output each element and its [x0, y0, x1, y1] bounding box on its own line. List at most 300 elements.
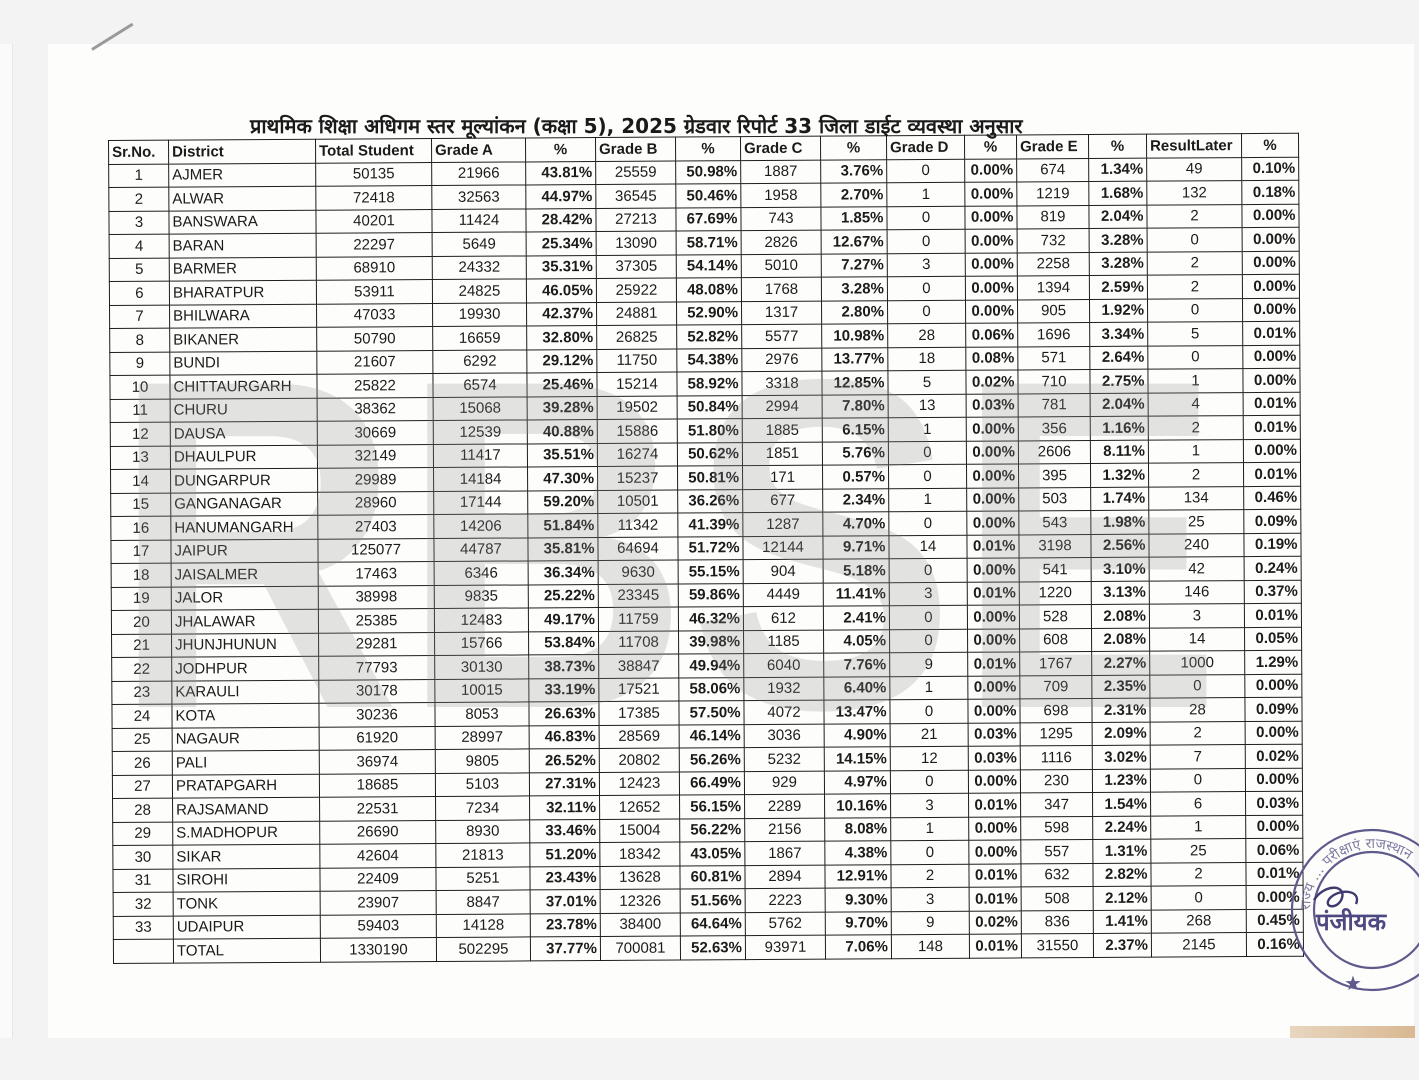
cell-grade-c: 929 — [744, 771, 824, 795]
cell-result-later: 2 — [1147, 251, 1242, 275]
cell-result-later-percent: 0.00% — [1245, 674, 1302, 698]
cell-total-student: 22409 — [320, 867, 436, 891]
cell-grade-a: 17144 — [434, 490, 528, 514]
cell-grade-d-percent: 0.00% — [968, 628, 1020, 652]
cell-district: KOTA — [172, 703, 319, 727]
cell-total-student: 50135 — [316, 162, 432, 186]
cell-grade-a-percent: 25.34% — [526, 232, 596, 256]
cell-result-later: 25 — [1151, 839, 1246, 863]
cell-grade-b-percent: 48.08% — [676, 278, 741, 302]
cell-grade-e: 1295 — [1020, 722, 1092, 746]
cell-grade-b-percent: 51.80% — [677, 419, 742, 443]
cell-grade-b-percent: 51.72% — [678, 536, 743, 560]
cell-result-later: 240 — [1149, 533, 1244, 557]
cell-total-student: 1330190 — [320, 938, 436, 962]
cell-district: CHITTAURGARH — [170, 374, 317, 398]
cell-grade-d-percent: 0.00% — [966, 440, 1018, 464]
cell-grade-d-percent: 0.06% — [966, 323, 1018, 347]
cell-grade-d-percent: 0.00% — [969, 840, 1021, 864]
cell-grade-d-percent: 0.03% — [968, 722, 1020, 746]
cell-total-student: 30178 — [319, 679, 435, 703]
cell-grade-d-percent: 0.01% — [969, 887, 1021, 911]
cell-grade-e: 732 — [1017, 229, 1089, 253]
cell-grade-b: 9630 — [598, 560, 678, 584]
cell-grade-d-percent: 0.01% — [967, 581, 1019, 605]
cell-grade-d: 148 — [891, 934, 969, 958]
cell-grade-c-percent: 14.15% — [824, 747, 890, 771]
cell-grade-e: 1767 — [1020, 652, 1092, 676]
cell-grade-a-percent: 36.34% — [528, 561, 598, 585]
cell-grade-b: 17385 — [599, 701, 679, 725]
cell-grade-a-percent: 35.31% — [526, 255, 596, 279]
cell-result-later: 5 — [1148, 322, 1243, 346]
cell-result-later: 0 — [1150, 768, 1245, 792]
cell-grade-a: 7234 — [436, 796, 530, 820]
cell-total-student: 53911 — [316, 280, 432, 304]
cell-result-later-percent: 0.00% — [1246, 815, 1303, 839]
cell-district: BHILWARA — [170, 304, 317, 328]
cell-sr-no: 32 — [113, 892, 173, 916]
cell-grade-a-percent: 35.51% — [527, 443, 597, 467]
cell-grade-e-percent: 2.64% — [1090, 346, 1148, 370]
header-district: District — [169, 139, 316, 163]
cell-total-student: 38998 — [318, 585, 434, 609]
cell-grade-b: 20802 — [599, 748, 679, 772]
cell-grade-d-percent: 0.00% — [965, 205, 1017, 229]
cell-grade-d-percent: 0.00% — [965, 158, 1017, 182]
cell-result-later: 7 — [1150, 745, 1245, 769]
cell-grade-b: 13090 — [596, 231, 676, 255]
cell-grade-c-percent: 3.28% — [821, 277, 887, 301]
cell-grade-c-percent: 6.40% — [824, 676, 890, 700]
cell-grade-b: 37305 — [596, 255, 676, 279]
cell-total-student: 42604 — [320, 844, 436, 868]
cell-result-later: 2 — [1147, 275, 1242, 299]
cell-grade-a: 11417 — [433, 443, 527, 467]
cell-grade-c-percent: 5.18% — [823, 559, 889, 583]
cell-total-student: 72418 — [316, 186, 432, 210]
cell-grade-a-percent: 32.11% — [530, 796, 600, 820]
cell-district: DAUSA — [170, 421, 317, 445]
cell-district: TONK — [173, 891, 320, 915]
cell-grade-e: 31550 — [1021, 933, 1093, 957]
cell-grade-d: 3 — [891, 887, 969, 911]
cell-result-later: 49 — [1147, 157, 1242, 181]
cell-grade-e-percent: 2.08% — [1091, 604, 1149, 628]
cell-total-student: 28960 — [318, 491, 434, 515]
cell-grade-b: 19502 — [597, 396, 677, 420]
cell-grade-d: 0 — [888, 464, 966, 488]
cell-total-student: 25385 — [318, 609, 434, 633]
cell-result-later-percent: 0.18% — [1242, 180, 1299, 204]
table-edge-stripe — [1290, 1026, 1415, 1038]
cell-result-later: 2 — [1148, 416, 1243, 440]
cell-result-later: 1 — [1148, 439, 1243, 463]
cell-result-later-percent: 0.00% — [1242, 204, 1299, 228]
cell-result-later: 0 — [1151, 886, 1246, 910]
cell-result-later-percent: 0.01% — [1243, 392, 1300, 416]
cell-grade-a: 10015 — [435, 678, 529, 702]
cell-district: RAJSAMAND — [173, 797, 320, 821]
cell-grade-b-percent: 56.15% — [680, 795, 745, 819]
cell-grade-a: 21813 — [436, 843, 530, 867]
cell-grade-d: 0 — [887, 159, 965, 183]
cell-result-later: 0 — [1148, 345, 1243, 369]
cell-grade-d-percent: 0.00% — [965, 182, 1017, 206]
cell-grade-d-percent: 0.00% — [966, 417, 1018, 441]
cell-total-student: 17463 — [318, 562, 434, 586]
cell-grade-a: 44787 — [434, 537, 528, 561]
cell-grade-c-percent: 12.85% — [822, 371, 888, 395]
cell-result-later-percent: 0.09% — [1244, 509, 1301, 533]
cell-grade-e-percent: 3.28% — [1089, 252, 1147, 276]
cell-grade-e: 836 — [1021, 910, 1093, 934]
cell-grade-a: 28997 — [435, 725, 529, 749]
cell-sr-no: 22 — [112, 657, 172, 681]
cell-grade-c: 1867 — [745, 841, 825, 865]
cell-grade-b: 27213 — [596, 208, 676, 232]
cell-result-later: 25 — [1149, 510, 1244, 534]
cell-grade-d-percent: 0.00% — [967, 487, 1019, 511]
cell-grade-d-percent: 0.00% — [968, 699, 1020, 723]
cell-sr-no: 20 — [111, 610, 171, 634]
cell-sr-no: 4 — [109, 234, 169, 258]
cell-sr-no: 6 — [109, 281, 169, 305]
cell-result-later-percent: 0.03% — [1246, 791, 1303, 815]
cell-grade-c: 5762 — [745, 912, 825, 936]
document-title: प्राथमिक शिक्षा अधिगम स्तर मूल्यांकन (कक्षा 5), 2025 ग्रेडवार रिपोर्ट 33 जिला डाईट व्यवस्था अनुसार — [250, 114, 1023, 138]
cell-grade-b-percent: 50.84% — [677, 395, 742, 419]
cell-district: HANUMANGARH — [171, 515, 318, 539]
cell-grade-c-percent: 7.27% — [821, 253, 887, 277]
cell-grade-c: 2994 — [742, 395, 822, 419]
cell-grade-c-percent: 9.30% — [825, 888, 891, 912]
header-grade-c: Grade C — [740, 136, 820, 160]
cell-grade-d: 1 — [887, 182, 965, 206]
header-grade-c-percent: % — [820, 136, 886, 160]
cell-grade-a-percent: 32.80% — [527, 326, 597, 350]
cell-grade-a: 9805 — [435, 749, 529, 773]
cell-result-later: 146 — [1149, 580, 1244, 604]
cell-grade-c: 2894 — [745, 865, 825, 889]
cell-sr-no: 9 — [110, 352, 170, 376]
cell-grade-e-percent: 1.68% — [1089, 181, 1147, 205]
cell-result-later: 4 — [1148, 392, 1243, 416]
cell-grade-d: 3 — [891, 793, 969, 817]
cell-grade-a-percent: 25.22% — [528, 584, 598, 608]
cell-grade-a: 12539 — [433, 420, 527, 444]
cell-grade-e: 674 — [1017, 158, 1089, 182]
cell-grade-b-percent: 58.92% — [677, 372, 742, 396]
cell-sr-no: 8 — [110, 328, 170, 352]
cell-grade-b-percent: 39.98% — [679, 630, 744, 654]
cell-grade-b-percent: 64.64% — [680, 912, 745, 936]
header-total-student: Total Student — [315, 139, 431, 163]
cell-grade-a-percent: 43.81% — [526, 161, 596, 185]
cell-grade-c-percent: 12.67% — [821, 230, 887, 254]
cell-grade-d-percent: 0.00% — [969, 816, 1021, 840]
cell-grade-c: 612 — [743, 606, 823, 630]
cell-grade-e: 230 — [1020, 769, 1092, 793]
cell-district: NAGAUR — [172, 727, 319, 751]
cell-grade-a-percent: 35.81% — [528, 537, 598, 561]
cell-grade-c: 4072 — [744, 700, 824, 724]
cell-grade-e: 1219 — [1017, 182, 1089, 206]
cell-result-later-percent: 0.00% — [1242, 227, 1299, 251]
cell-grade-e: 1394 — [1017, 276, 1089, 300]
cell-grade-e-percent: 3.13% — [1091, 581, 1149, 605]
cell-district: JHALAWAR — [171, 609, 318, 633]
cell-result-later-percent: 0.16% — [1246, 932, 1303, 956]
header-grade-a-percent: % — [525, 138, 595, 162]
cell-grade-c: 2223 — [745, 888, 825, 912]
cell-grade-a-percent: 59.20% — [528, 490, 598, 514]
cell-grade-c-percent: 1.85% — [821, 206, 887, 230]
cell-grade-a-percent: 27.31% — [529, 772, 599, 796]
cell-sr-no — [113, 939, 173, 963]
cell-grade-c-percent: 2.41% — [823, 606, 889, 630]
cell-total-student: 29989 — [318, 468, 434, 492]
cell-grade-c-percent: 4.97% — [824, 770, 890, 794]
cell-result-later-percent: 0.09% — [1245, 697, 1302, 721]
header-grade-a: Grade A — [431, 138, 525, 162]
cell-grade-a: 15766 — [435, 631, 529, 655]
cell-result-later: 1 — [1148, 369, 1243, 393]
cell-sr-no: 30 — [113, 845, 173, 869]
cell-grade-d-percent: 0.01% — [967, 534, 1019, 558]
cell-district: JAISALMER — [171, 562, 318, 586]
cell-total-student: 50790 — [317, 327, 433, 351]
cell-grade-b: 12423 — [599, 772, 679, 796]
cell-grade-e: 2258 — [1017, 252, 1089, 276]
cell-grade-e-percent: 1.98% — [1091, 510, 1149, 534]
cell-grade-a-percent: 51.84% — [528, 514, 598, 538]
cell-grade-a-percent: 44.97% — [526, 185, 596, 209]
cell-total-student: 32149 — [317, 444, 433, 468]
cell-grade-c-percent: 13.47% — [824, 700, 890, 724]
cell-grade-d: 1 — [889, 488, 967, 512]
cell-grade-b-percent: 41.39% — [678, 513, 743, 537]
cell-result-later: 268 — [1151, 909, 1246, 933]
cell-grade-e-percent: 2.56% — [1091, 534, 1149, 558]
cell-total-student: 47033 — [317, 303, 433, 327]
cell-grade-a: 8053 — [435, 702, 529, 726]
cell-grade-a: 6346 — [434, 561, 528, 585]
cell-sr-no: 5 — [109, 258, 169, 282]
cell-district: CHURU — [170, 398, 317, 422]
cell-sr-no: 31 — [113, 869, 173, 893]
grade-report-table — [108, 133, 1304, 964]
cell-sr-no: 1 — [109, 164, 169, 188]
cell-grade-b-percent: 36.26% — [678, 489, 743, 513]
cell-grade-e: 3198 — [1019, 534, 1091, 558]
cell-grade-e-percent: 2.75% — [1090, 369, 1148, 393]
cell-grade-c: 2156 — [745, 818, 825, 842]
cell-grade-c: 5232 — [744, 747, 824, 771]
cell-grade-b: 11750 — [597, 349, 677, 373]
cell-sr-no: 16 — [111, 516, 171, 540]
cell-result-later: 2 — [1151, 862, 1246, 886]
cell-grade-c-percent: 7.80% — [822, 394, 888, 418]
cell-district: DHAULPUR — [170, 445, 317, 469]
cell-grade-d-percent: 0.00% — [965, 276, 1017, 300]
cell-grade-b-percent: 54.38% — [677, 348, 742, 372]
cell-grade-b-percent: 50.62% — [677, 442, 742, 466]
cell-grade-b-percent: 49.94% — [679, 654, 744, 678]
cell-grade-a: 9835 — [434, 584, 528, 608]
cell-result-later-percent: 0.00% — [1243, 368, 1300, 392]
cell-grade-a-percent: 28.42% — [526, 208, 596, 232]
cell-grade-b-percent: 50.81% — [678, 466, 743, 490]
cell-total-student: 59403 — [320, 914, 436, 938]
cell-grade-e: 541 — [1019, 558, 1091, 582]
cell-grade-d: 0 — [887, 300, 965, 324]
header-grade-e-percent: % — [1088, 134, 1146, 158]
cell-grade-e: 598 — [1021, 816, 1093, 840]
cell-grade-a: 32563 — [432, 185, 526, 209]
cell-grade-e: 710 — [1018, 370, 1090, 394]
seal-center-text: पंजीयक — [1316, 908, 1387, 936]
cell-grade-d: 1 — [888, 417, 966, 441]
cell-grade-d: 0 — [888, 441, 966, 465]
cell-grade-a: 8847 — [436, 890, 530, 914]
cell-grade-a-percent: 38.73% — [529, 655, 599, 679]
cell-grade-e: 347 — [1021, 792, 1093, 816]
cell-grade-b: 15237 — [598, 466, 678, 490]
cell-grade-b-percent: 50.46% — [676, 184, 741, 208]
cell-grade-a: 24332 — [432, 255, 526, 279]
cell-grade-c: 2289 — [745, 794, 825, 818]
cell-grade-d: 1 — [890, 676, 968, 700]
cell-grade-c: 12144 — [743, 536, 823, 560]
cell-grade-c: 1851 — [742, 442, 822, 466]
cell-grade-a: 14206 — [434, 514, 528, 538]
cell-grade-c: 1287 — [743, 512, 823, 536]
cell-grade-c: 5010 — [741, 254, 821, 278]
cell-result-later-percent: 0.01% — [1243, 321, 1300, 345]
cell-grade-a-percent: 40.88% — [527, 420, 597, 444]
cell-sr-no: 33 — [113, 916, 173, 940]
cell-sr-no: 29 — [113, 822, 173, 846]
cell-district: PRATAPGARH — [172, 774, 319, 798]
cell-grade-c: 1768 — [741, 277, 821, 301]
cell-grade-b-percent: 54.14% — [676, 254, 741, 278]
cell-total-student: 22297 — [316, 233, 432, 257]
cell-grade-e-percent: 1.92% — [1089, 299, 1147, 323]
cell-result-later-percent: 0.02% — [1245, 744, 1302, 768]
cell-grade-a-percent: 25.46% — [527, 373, 597, 397]
cell-grade-d-percent: 0.01% — [969, 863, 1021, 887]
cell-result-later: 2 — [1148, 463, 1243, 487]
cell-grade-c: 3036 — [744, 724, 824, 748]
cell-grade-b-percent: 46.14% — [679, 724, 744, 748]
cell-grade-d-percent: 0.00% — [967, 605, 1019, 629]
cell-grade-d: 0 — [889, 511, 967, 535]
cell-grade-e-percent: 3.10% — [1091, 557, 1149, 581]
cell-grade-b-percent: 66.49% — [679, 771, 744, 795]
cell-sr-no: 17 — [111, 540, 171, 564]
cell-grade-a-percent: 33.19% — [529, 678, 599, 702]
cell-total-student: 22531 — [320, 797, 436, 821]
cell-grade-c-percent: 9.70% — [825, 911, 891, 935]
cell-grade-c-percent: 9.71% — [823, 535, 889, 559]
cell-sr-no: 11 — [110, 399, 170, 423]
cell-grade-d-percent: 0.00% — [965, 252, 1017, 276]
cell-total-student: 23907 — [320, 891, 436, 915]
cell-grade-a-percent: 51.20% — [530, 843, 600, 867]
cell-sr-no: 24 — [112, 704, 172, 728]
cell-grade-b-percent: 52.63% — [680, 936, 745, 960]
cell-grade-e-percent: 2.82% — [1093, 863, 1151, 887]
cell-sr-no: 15 — [111, 493, 171, 517]
cell-grade-b-percent: 56.22% — [680, 818, 745, 842]
cell-total-student: 30669 — [317, 421, 433, 445]
cell-grade-d: 13 — [888, 394, 966, 418]
cell-total-student: 26690 — [320, 820, 436, 844]
cell-grade-c: 743 — [741, 207, 821, 231]
cell-district: JAIPUR — [171, 539, 318, 563]
cell-grade-b: 36545 — [596, 184, 676, 208]
cell-total-student: 125077 — [318, 538, 434, 562]
cell-grade-e-percent: 1.23% — [1092, 769, 1150, 793]
cell-grade-b: 17521 — [599, 678, 679, 702]
cell-grade-d-percent: 0.01% — [968, 652, 1020, 676]
cell-grade-c-percent: 2.80% — [821, 300, 887, 324]
cell-sr-no: 18 — [111, 563, 171, 587]
cell-grade-b: 15886 — [597, 419, 677, 443]
cell-grade-e: 356 — [1018, 417, 1090, 441]
header-result-later-percent: % — [1241, 133, 1298, 157]
cell-grade-d-percent: 0.02% — [969, 910, 1021, 934]
cell-grade-a-percent: 37.01% — [530, 890, 600, 914]
cell-grade-e: 1696 — [1018, 323, 1090, 347]
cell-grade-e-percent: 1.32% — [1090, 463, 1148, 487]
cell-result-later-percent: 0.24% — [1244, 556, 1301, 580]
header-result-later: ResultLater — [1146, 134, 1241, 158]
cell-sr-no: 10 — [110, 375, 170, 399]
cell-district: JODHPUR — [172, 656, 319, 680]
cell-grade-e: 503 — [1019, 487, 1091, 511]
cell-grade-b: 10501 — [598, 490, 678, 514]
cell-grade-c: 1185 — [744, 630, 824, 654]
cell-grade-e-percent: 3.34% — [1090, 322, 1148, 346]
cell-grade-d: 0 — [887, 206, 965, 230]
cell-grade-a: 21966 — [432, 161, 526, 185]
cell-grade-e: 698 — [1020, 699, 1092, 723]
cell-result-later-percent: 0.06% — [1246, 838, 1303, 862]
cell-grade-e: 905 — [1017, 299, 1089, 323]
cell-grade-e: 632 — [1021, 863, 1093, 887]
cell-grade-a: 24825 — [432, 279, 526, 303]
cell-grade-a: 14184 — [434, 467, 528, 491]
cell-grade-a: 15068 — [433, 396, 527, 420]
cell-grade-d: 2 — [891, 864, 969, 888]
cell-grade-d: 0 — [890, 699, 968, 723]
cell-grade-c-percent: 2.70% — [821, 183, 887, 207]
cell-grade-c-percent: 10.98% — [822, 324, 888, 348]
cell-grade-a: 5103 — [435, 772, 529, 796]
cell-grade-e-percent: 1.16% — [1090, 416, 1148, 440]
cell-grade-c: 93971 — [745, 935, 825, 959]
cell-grade-c: 1887 — [741, 160, 821, 184]
cell-grade-a-percent: 33.46% — [530, 819, 600, 843]
cell-district: BARAN — [169, 233, 316, 257]
cell-total-student: 61920 — [319, 726, 435, 750]
cell-result-later-percent: 0.46% — [1244, 486, 1301, 510]
cell-grade-e-percent: 3.02% — [1092, 745, 1150, 769]
cell-sr-no: 19 — [111, 587, 171, 611]
cell-grade-b: 25559 — [596, 161, 676, 185]
